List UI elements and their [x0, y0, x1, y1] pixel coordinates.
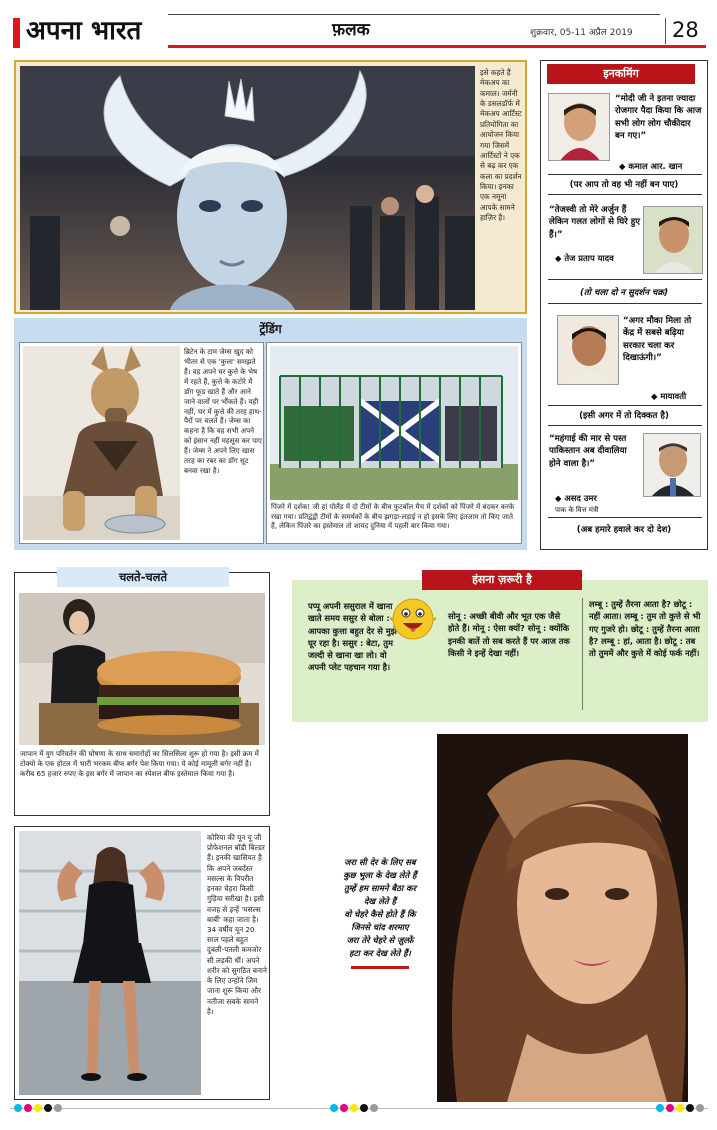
incoming-box	[540, 60, 708, 550]
bodybuilder-caption: कोरिया की यून यू जी प्रोफेशनल बॉडी बिल्डर हैं। इनकी खासियत है कि अपने जबर्दस्त मसल्स के विपरीत इनका चेहरा किसी गुड़िया सरीखा है। इसी वजह से इन्हें 'मसल्स बार्बी' कहा जाता है। 34 वर्षीय यून 20 साल पहले बहुत दुबली-पतली कमजोर सी लड़की थीं। अपने शरीर को सुगठित बनाने के लिए उन्होंने जिम जाना शुरू किया और नतीजा सबके सामने है।	[207, 833, 267, 1016]
bodybuilder-illustration	[19, 831, 201, 1095]
registration-dot	[350, 1104, 358, 1112]
poem-line: जरा सी देर के लिए सब	[344, 857, 416, 867]
chalte-box	[14, 572, 270, 816]
dog-caption: ब्रिटेन के टाम जेम्स खुद को भीतर से एक 'कुत्ता' समझते हैं। वह अपने घर कुत्ते के भेष में रहते हैं, कुत्ते के कटोरे में डॉग फूड खाते हैं और आने जाने वालों पर भौंकते हैं। यही नहीं, घर में कुत्ते की तरह हाथ-पैरों पर चलते हैं। जेम्स का कहना है कि वह सभी अपने को इंसान नहीं महसूस कर पाए हैं। जेम्स ने अपने लिए खास तरह का रबर का डॉग सूट बनवा रखा है।	[184, 347, 262, 476]
registration-dot	[34, 1104, 42, 1112]
header-rule	[168, 45, 706, 48]
incoming-speaker-3: ◆ मायावती	[651, 391, 687, 401]
divider	[548, 425, 702, 426]
incoming-quote-4: “महंगाई की मार से पस्त पाकिस्तान अब दीवालिया होने वाला है।”	[549, 434, 627, 469]
bodybuilder-photo	[19, 831, 201, 1095]
poem-line: कुछ भुला के देख लेते हैं	[343, 870, 417, 881]
joke-2: सोनू : अच्छी बीवी और भूत एक जैसे होते हैं। मोनू : ऐसा क्यों? सोनू : क्योंकि इनकी बातें तो सब करते हैं पर आज तक किसी ने इन्हें देखा नहीं।	[448, 611, 570, 658]
registration-dot	[54, 1104, 62, 1112]
registration-dot	[666, 1104, 674, 1112]
joke-3: लम्बू : तुम्हें तैरना आता है? छोटू : नहीं आता। लम्बू : तुम तो कुत्ते से भी गए गुजरे हो। छोटू : तुम्हें तैरना आता है? लम्बू : हां, आता है। छोटू : तब तो तुममें और कुत्ते में कोई फर्क नहीं।	[589, 599, 701, 659]
mayawati-photo	[557, 315, 619, 385]
incoming-speaker-2: ◆ तेज प्रताप यादव	[555, 253, 614, 263]
registration-dot	[24, 1104, 32, 1112]
page-number: 28	[672, 18, 699, 42]
issue-date: शुक्रवार, 05-11 अप्रैल 2019	[530, 28, 633, 38]
header-rule-top	[168, 14, 660, 15]
portrait-illustration	[644, 434, 701, 497]
asad-umar-photo	[643, 433, 701, 497]
divider	[548, 279, 702, 280]
trending-box	[14, 318, 527, 550]
poem-line: वो चेहरे कैसे होते हैं कि	[344, 909, 416, 920]
divider	[548, 174, 702, 175]
makeup-artist-illustration	[20, 66, 475, 310]
registration-dot	[370, 1104, 378, 1112]
poem	[326, 856, 434, 969]
registration-dot	[44, 1104, 52, 1112]
incoming-reply-2: (तो चला दो न सुदर्शन चक्र)	[579, 288, 669, 298]
poem-line: हटा कर देख लेते हैं।	[349, 948, 411, 959]
trending-title: ट्रेंडिंग	[259, 322, 282, 336]
registration-dot	[360, 1104, 368, 1112]
makeup-photo	[20, 66, 475, 310]
divider	[548, 194, 702, 195]
poem-line: तुम्हें हम सामने बैठा कर	[343, 883, 417, 894]
footer-marks	[0, 1104, 717, 1116]
incoming-quote-2: “तेजस्वी तो मेरे अर्जुन हैं लेकिन गलत लोगों से घिरे हुए हैं।”	[549, 205, 641, 240]
divider	[548, 303, 702, 304]
registration-dot	[686, 1104, 694, 1112]
cage-card	[266, 342, 522, 544]
dog-suit-illustration	[23, 346, 180, 540]
brand-name: अपना भारत	[26, 16, 142, 46]
poem-line: जरा तेरे चेहरे से ज़ुल्फ़ें	[346, 935, 414, 946]
incoming-speaker-4: ◆ असद उमर	[555, 493, 597, 503]
page-divider	[665, 18, 666, 44]
jokes-divider	[582, 598, 583, 710]
cage-photo	[270, 346, 518, 500]
chalte-title: चलते-चलते	[57, 567, 229, 587]
registration-dot	[14, 1104, 22, 1112]
poem-line: देख लेते हैं	[363, 896, 397, 907]
incoming-reply-4: (अब हमारे हवाले कर दो देश)	[576, 525, 672, 535]
dog-suit-photo	[23, 346, 180, 540]
registration-dot	[656, 1104, 664, 1112]
makeup-caption: इसे कहते हैं मेकअप का कमाल। जर्मनी के डसलडॉर्फ में मेकअप आर्टिस्ट प्रतियोगिता का आयोजन किया गया जिसमें आर्टिस्टों ने एक से बढ़ कर एक कला का प्रदर्शन किया। इनका एक नमूना आपके सामने हाज़िर है।	[480, 68, 522, 223]
portrait-illustration	[549, 94, 610, 161]
laughing-emoji-icon	[390, 596, 436, 642]
tej-pratap-photo	[643, 206, 703, 274]
registration-dot	[676, 1104, 684, 1112]
hasna-box	[292, 573, 708, 722]
joke-1: पप्पू अपनी ससुराल में खाना खाते समय ससुर से बोला : आपका कुत्ता बहुत देर से मुझे घूर रहा है। ससुर : बेटा, तुम जल्दी से खाना खा लो। वो अपनी प्लेट पहचान गया है।	[308, 601, 397, 673]
actress-portrait-illustration	[437, 734, 688, 1102]
chalte-caption: जापान में युग परिवर्तन की घोषणा के साथ समारोहों का सिलसिला शुरू हो गया है। इसी क्रम में टोक्यो के एक होटल में भारी भरकम बीफ बर्गर पेश किया गया। ये कोई मामूली बर्गर नहीं है। करीब 65 हजार रुपए के इस बर्गर में जापान का स्पेशल बीफ इस्तेमाल किया गया है।	[20, 749, 259, 778]
kamaal-khan-photo	[548, 93, 610, 161]
portrait-illustration	[644, 207, 703, 274]
hasna-title: हंसना ज़रूरी है	[422, 570, 582, 590]
divider	[548, 517, 702, 518]
brand-red-bar	[13, 18, 20, 48]
actress-photo	[437, 734, 688, 1102]
bodybuilder-box	[14, 826, 270, 1100]
section-name: फ़लक	[332, 20, 370, 40]
dog-card	[19, 342, 264, 544]
registration-dot	[340, 1104, 348, 1112]
portrait-illustration	[558, 316, 619, 385]
incoming-reply-3: (इसी अगर में तो दिक्कत है)	[579, 411, 669, 421]
incoming-title: इनकमिंग	[547, 64, 695, 84]
burger-photo	[19, 593, 265, 745]
poem-rule	[351, 966, 409, 969]
incoming-quote-1: “मोदी जी ने इतना ज्यादा रोजगार पैदा किया कि आज सभी लोग लोग चौकीदार बन गए।”	[615, 94, 702, 142]
incoming-reply-1: (पर आप तो वह भी नहीं बन पाए)	[569, 180, 679, 190]
poem-line: जिनसे चांद शरमाए	[351, 922, 409, 933]
incoming-speaker-1: ◆ कमाल आर. खान	[619, 161, 683, 171]
makeup-box	[14, 60, 527, 314]
registration-dot	[696, 1104, 704, 1112]
incoming-speaker-4-role: पाक के वित्त मंत्री	[555, 506, 599, 514]
divider	[548, 405, 702, 406]
stadium-cage-illustration	[270, 346, 518, 500]
incoming-quote-3: “अगर मौका मिला तो केंद्र में सबसे बढ़िया सरकार चला कर दिखाऊंगी।”	[623, 316, 692, 364]
giant-burger-illustration	[19, 593, 265, 745]
masthead	[10, 14, 708, 54]
registration-dot	[330, 1104, 338, 1112]
cage-caption: पिंजरे में दर्शक! जी हां पोलैंड में दो टीमों के बीच फुटबॉल मैच में दर्शकों को पिंजरे में बंदकर करके रखा गया। प्रतिद्वंद्वी टीमों के समर्थकों के बीच झगड़ा-लड़ाई न हो इसके लिए इंतजाम तो किए जाते हैं, लेकिन पिंजरे का इस्तेमाल तो शायद दुनिया में पहली बार किया गया।	[271, 503, 515, 531]
